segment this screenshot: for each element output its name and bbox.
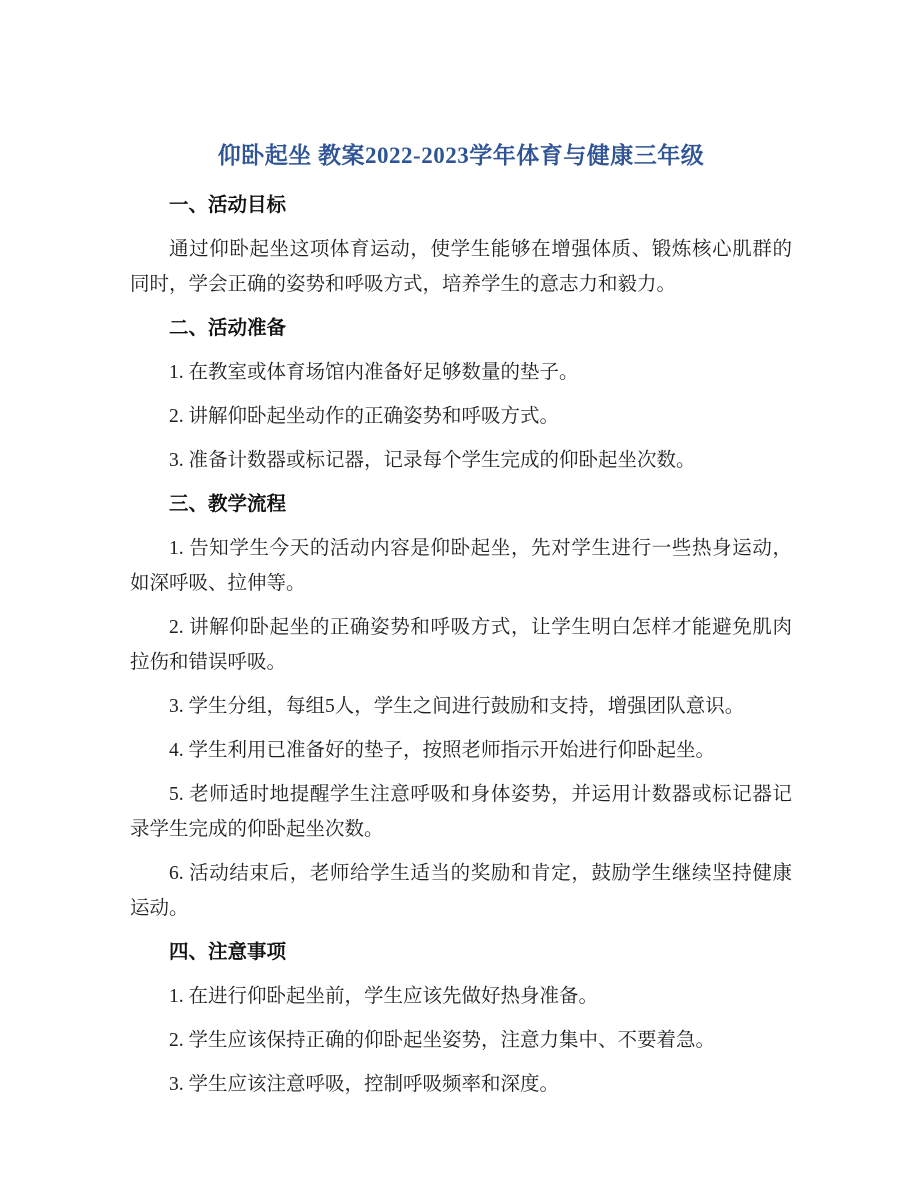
paragraph-activity-goals: 通过仰卧起坐这项体育运动，使学生能够在增强体质、锻炼核心肌群的同时，学会正确的姿势和呼吸方式，培养学生的意志力和毅力。 (130, 239, 792, 295)
process-item-5: 5. 老师适时地提醒学生注意呼吸和身体姿势，并运用计数器或标记器记录学生完成的仰卧起坐次数。 (130, 784, 792, 840)
process-item-2: 2. 讲解仰卧起坐的正确姿势和呼吸方式，让学生明白怎样才能避免肌肉拉伤和错误呼吸。 (130, 617, 792, 673)
section-heading-activity-prep: 二、活动准备 (169, 318, 287, 339)
prep-item-2: 2. 讲解仰卧起坐动作的正确姿势和呼吸方式。 (169, 406, 560, 427)
document-title: 仰卧起坐 教案2022-2023学年体育与健康三年级 (217, 143, 705, 168)
process-item-6: 6. 活动结束后，老师给学生适当的奖励和肯定，鼓励学生继续坚持健康运动。 (130, 863, 792, 919)
notes-item-1: 1. 在进行仰卧起坐前，学生应该先做好热身准备。 (169, 986, 599, 1007)
section-heading-teaching-process: 三、教学流程 (169, 494, 287, 515)
notes-item-3: 3. 学生应该注意呼吸，控制呼吸频率和深度。 (169, 1074, 560, 1095)
process-item-4: 4. 学生利用已准备好的垫子，按照老师指示开始进行仰卧起坐。 (169, 740, 716, 761)
section-heading-notes: 四、注意事项 (169, 942, 287, 963)
prep-item-3: 3. 准备计数器或标记器，记录每个学生完成的仰卧起坐次数。 (169, 450, 696, 471)
notes-item-2: 2. 学生应该保持正确的仰卧起坐姿势，注意力集中、不要着急。 (169, 1030, 716, 1051)
section-heading-activity-goals: 一、活动目标 (169, 195, 287, 216)
prep-item-1: 1. 在教室或体育场馆内准备好足够数量的垫子。 (169, 362, 579, 383)
process-item-1: 1. 告知学生今天的活动内容是仰卧起坐，先对学生进行一些热身运动，如深呼吸、拉伸等。 (130, 538, 792, 594)
process-item-3: 3. 学生分组，每组5人，学生之间进行鼓励和支持，增强团队意识。 (169, 696, 745, 717)
